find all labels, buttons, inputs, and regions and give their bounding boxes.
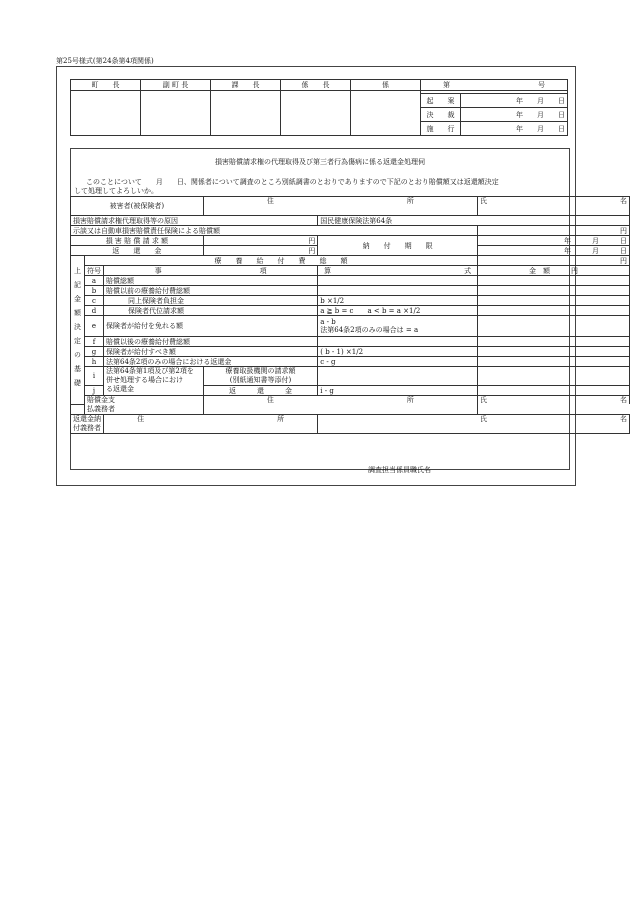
row-amount[interactable] [477,306,629,316]
col-jiko: 事 項 [104,266,318,276]
stamp-box-subsection-chief[interactable] [281,91,351,136]
intro-line-1: このことについて 月 日、関係者について調査のところ別紙調書のとおりでありますので下記のとおり賠償額又は返還額決定 [86,178,499,186]
claim-yen[interactable]: 円 [203,236,318,246]
row-amount[interactable] [477,276,629,286]
row-code: h [85,357,104,367]
row-formula-multi [318,316,478,337]
row-amount[interactable] [477,337,629,347]
col-shiki: 算 式 [318,266,478,276]
settlement-label: 示談又は自動車損害賠償責任保険による賠償額 [71,226,478,236]
row-formula: i - g [318,386,478,396]
victim-label: 被害者(被保険者) [71,197,204,216]
returner-label: 返還金納 付義務者 [71,415,104,434]
row-item: 賠償総額 [104,276,318,286]
payer-name-field[interactable] [203,404,477,414]
stamp-box-section-chief[interactable] [211,91,281,136]
payer-label: 賠償金支 払義務者 [85,396,204,415]
row-amount[interactable] [477,367,629,386]
row-amount[interactable] [477,296,629,306]
approval-table [70,79,568,136]
returner-name-header: 氏 名 [318,415,630,424]
row-formula: ( b - 1) ×1/2 [318,347,478,357]
row-item: 法第64条2項のみの場合における返還金 [104,357,318,367]
approval-header-subsection-chief: 係 長 [281,80,351,91]
row-amount[interactable] [477,286,629,296]
settlement-yen[interactable]: 円 [477,226,629,236]
row-formula-line2: 法第64条2項のみの場合は = a [320,326,419,334]
row-amount[interactable] [477,316,629,337]
law-reference: 国民健康保険法第64条 [318,216,630,226]
approval-kessai-date[interactable]: 年 月 日 [461,108,568,122]
row-code: b [85,286,104,296]
approval-go: 号 [538,81,545,89]
row-formula [318,367,478,386]
row-code: c [85,296,104,306]
row-formula: b ×1/2 [318,296,478,306]
approval-kessai-label: 決 裁 [421,108,461,122]
approval-number-cell [421,80,568,91]
row-i-sub: 療養取扱機関の請求額 (別紙通知書等添付) [203,367,318,386]
investigator-label: 調査担当係員職氏名 [368,466,431,474]
row-formula [318,286,478,296]
row-formula [318,276,478,286]
basis-vertical-label: 上記金額決定の基礎 [71,256,85,405]
deadline-date-2[interactable]: 年 月 日 [477,246,629,256]
row-code: a [85,276,104,286]
approval-shiko-label: 施 行 [421,122,461,136]
returner-address-header: 住 所 [104,415,318,424]
row-item: 賠償以前の療養給付費総額 [104,286,318,296]
stamp-box-deputy[interactable] [141,91,211,136]
approval-kian-date[interactable]: 年 月 日 [461,94,568,108]
cause-label: 損害賠償請求権代理取得等の原因 [71,216,318,226]
row-formula [318,337,478,347]
row-formula-line1: a - b [320,318,336,326]
victim-name-field[interactable] [477,205,629,216]
row-code: j [85,386,104,396]
row-item: 保険者が給付を免れる額 [104,316,318,337]
return-yen[interactable]: 円 [203,246,318,256]
row-item: 保険者代位請求額 [104,306,318,316]
returner-name-field[interactable] [318,423,630,433]
form-title: 損害賠償請求権の代理取得及び第三者行為傷病に係る返還金処理伺 [215,158,425,166]
approval-header-deputy: 副 町 長 [141,80,211,91]
approval-kian-label: 起 案 [421,94,461,108]
row-i-item: 法第64条第1項及び第2項を 併せ処理する場合におけ る返還金 [104,367,204,396]
stamp-box-mayor[interactable] [71,91,141,136]
row-amount[interactable] [477,357,629,367]
row-amount[interactable] [477,347,629,357]
approval-header-mayor: 町 長 [71,80,141,91]
deadline-label: 納 付 期 限 [318,236,478,256]
approval-dai: 第 [443,81,450,89]
approval-shiko-date[interactable]: 年 月 日 [461,122,568,136]
row-amount[interactable] [477,386,629,396]
row-formula: c - g [318,357,478,367]
form-number: 第25号様式(第24条第4項関係) [56,57,154,65]
return-label: 返 還 金 [71,246,204,256]
stamp-box-staff[interactable] [351,91,421,136]
row-item: 賠償以後の療養給付費総額 [104,337,318,347]
payer-address-header: 住 所 [203,396,477,405]
payer-name-header: 氏 名 [477,396,629,405]
row-formula: a ≧ b = c a < b = a ×1/2 [318,306,478,316]
intro-line-2: して処理してよろしいか。 [74,187,158,195]
row-code: i [85,367,104,386]
row-code: f [85,337,104,347]
approval-header-section-chief: 課 長 [211,80,281,91]
victim-name-header: 氏 名 [477,197,629,206]
row-code: d [85,306,104,316]
row-code: g [85,347,104,357]
row-code: e [85,316,104,337]
main-table [70,196,630,434]
row-j-sub: 返 還 金 [203,386,318,396]
deadline-date-1[interactable]: 年 月 日 [477,236,629,246]
approval-header-staff: 係 [351,80,421,91]
col-fugo: 符号 [85,266,104,276]
care-total-yen[interactable]: 円 [477,256,629,266]
row-item: 同上保険者負担金 [104,296,318,306]
victim-address-header: 住 所 [203,197,477,206]
claim-label: 損 害 賠 償 請 求 額 [71,236,204,246]
col-kingaku: 金 額 円 [477,266,629,276]
row-item: 保険者が給付すべき額 [104,347,318,357]
returner-address-field[interactable] [104,423,318,433]
victim-address-field[interactable] [203,205,477,216]
care-total-label: 療 養 給 付 費 総 額 [85,256,478,266]
